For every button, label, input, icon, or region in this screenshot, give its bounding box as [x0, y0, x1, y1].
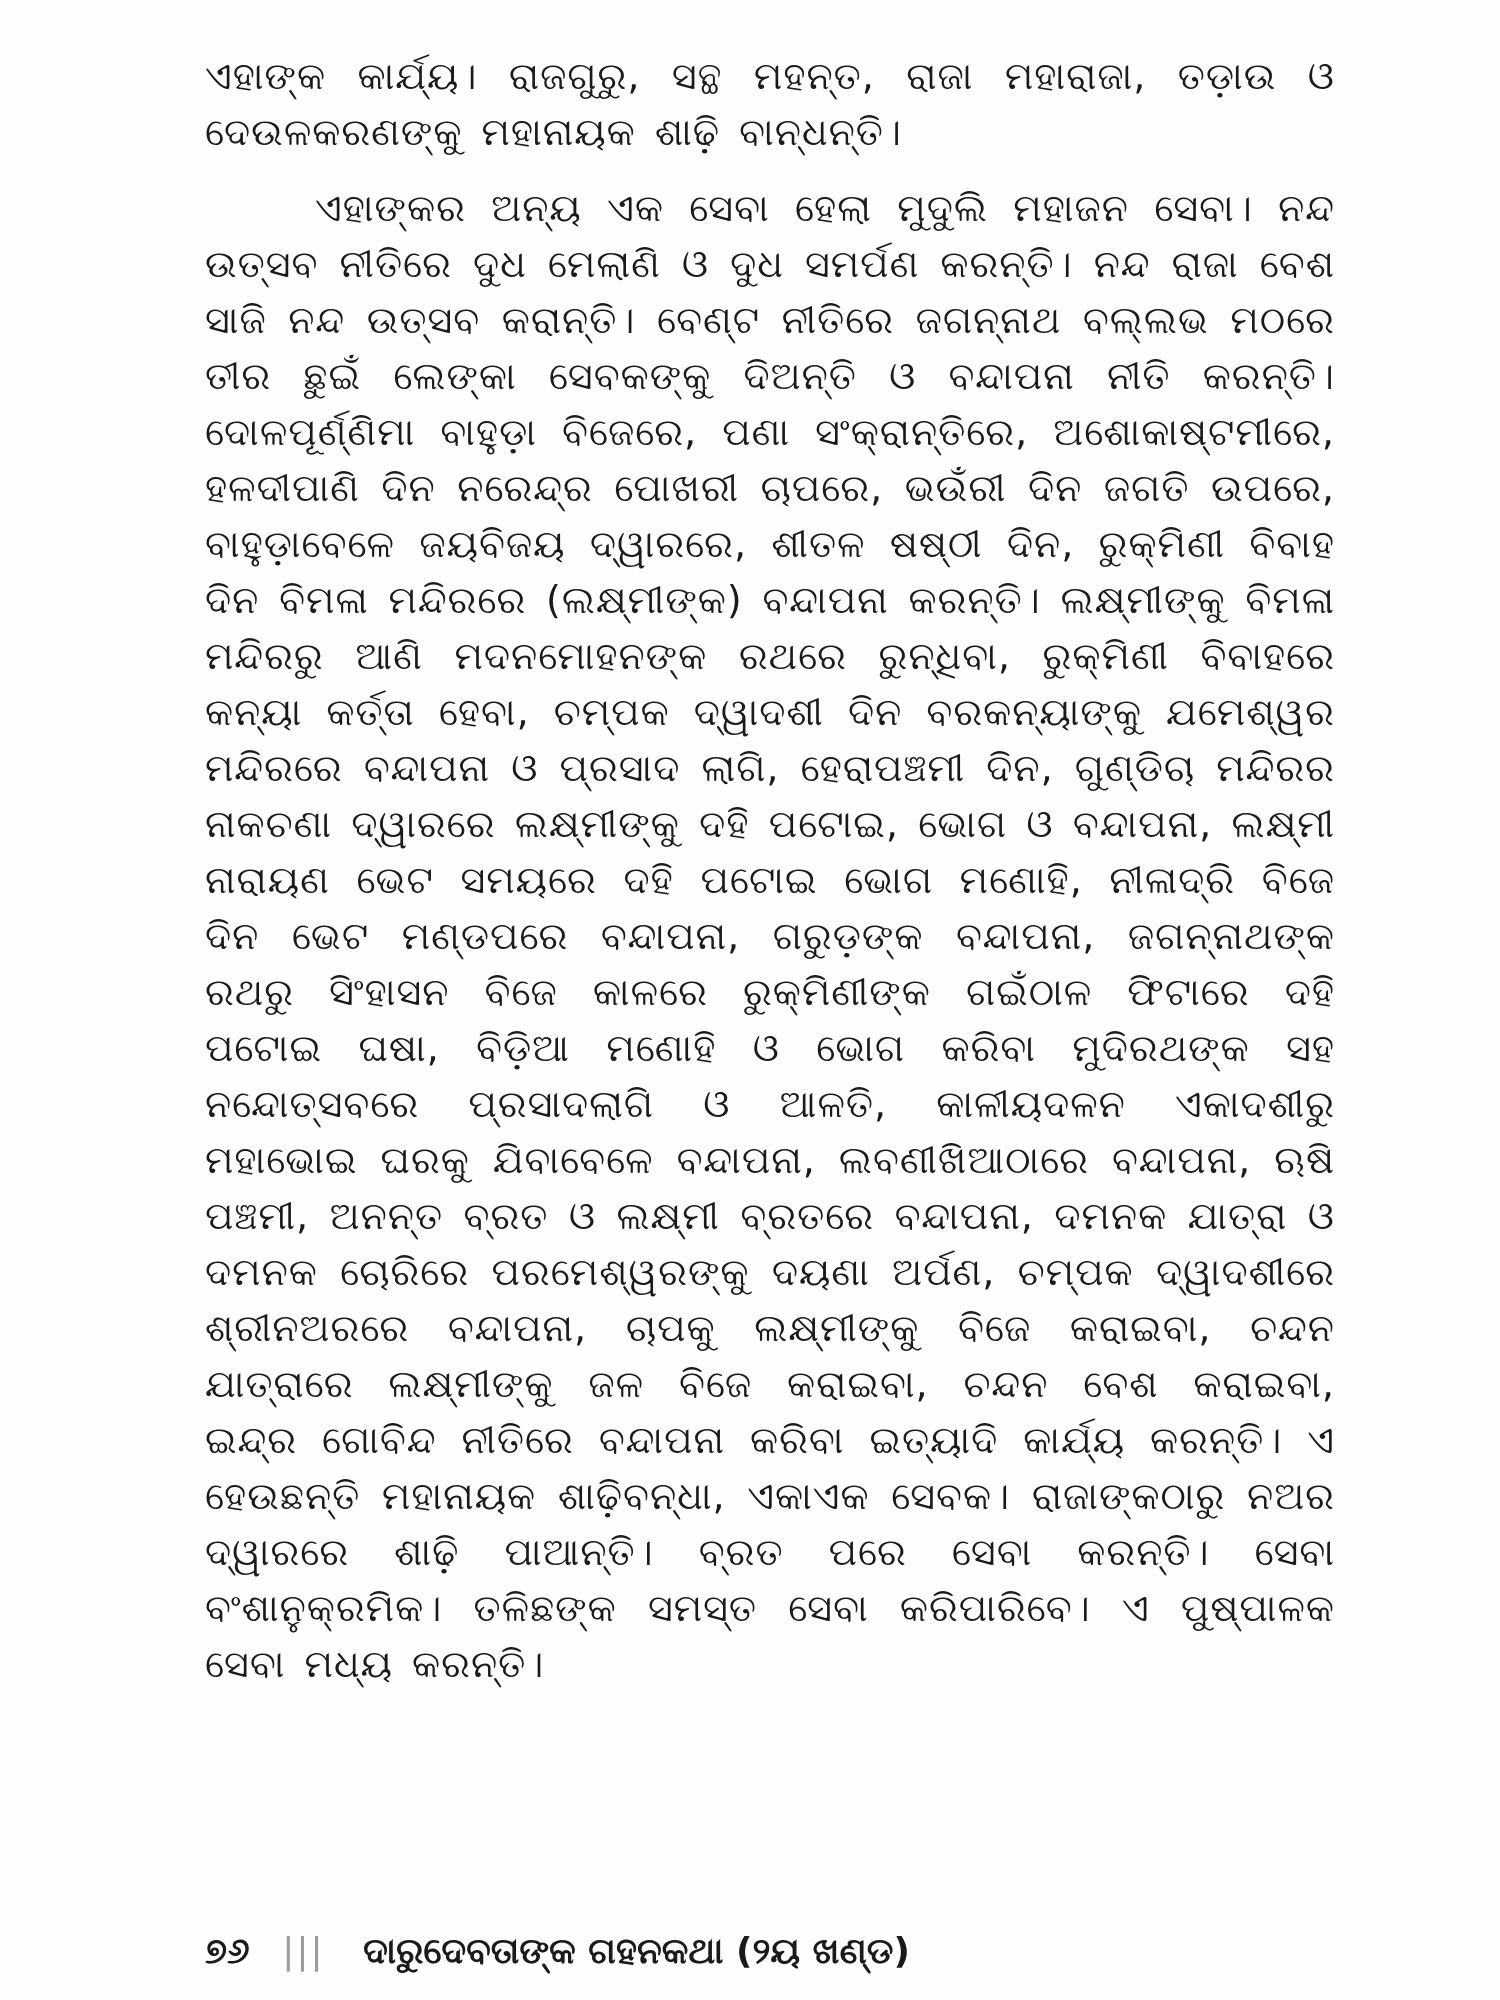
paragraph-mudli-mahajan-seva: ଏହାଙ୍କର ଅନ୍ୟ ଏକ ସେବା ହେଲା ମୁଦୁଲି ମହାଜନ ସେବା। ନନ୍ଦ ଉତ୍ସବ ନୀତିରେ ଦୁଧ ମେଲାଣି ଓ ଦୁଧ ସମର୍ପଣ କରନ୍ତି। ନନ୍ଦ ରାଜା ବେଶ ସାଜି ନନ୍ଦ ଉତ୍ସବ କରାନ୍ତି। ବେଣ୍ଟ ନୀତିରେ ଜଗନ୍ନାଥ ବଲ୍ଲଭ ମଠରେ ତୀର ଛୁଇଁ ଲେଙ୍କା ସେବକଙ୍କୁ ଦିଅନ୍ତି ଓ ବନ୍ଦାପନା ନୀତି କରନ୍ତି। ଦୋଳପୂର୍ଣ୍ଣିମା ବାହୁଡ଼ା ବିଜେରେ, ପଣା ସଂକ୍ରାନ୍ତିରେ, ଅଶୋକାଷ୍ଟମୀରେ, ହଳଦୀପାଣି ଦିନ ନରେନ୍ଦ୍ର ପୋଖରୀ ଚାପରେ, ଭଉଁରୀ ଦିନ ଜଗତି ଉପରେ, ବାହୁଡ଼ାବେଳେ ଜୟବିଜୟ ଦ୍ୱାରରେ, ଶୀତଳ ଷଷ୍ଠୀ ଦିନ, ରୁକ୍ମିଣୀ ବିବାହ ଦିନ ବିମଳା ମନ୍ଦିରରେ (ଲକ୍ଷ୍ମୀଙ୍କ) ବନ୍ଦାପନା କରନ୍ତି। ଲକ୍ଷ୍ମୀଙ୍କୁ ବିମଳା ମନ୍ଦିରରୁ ଆଣି ମଦନମୋହନଙ୍କ ରଥରେ ରୁନ୍ଧିବା, ରୁକ୍ମିଣୀ ବିବାହରେ କନ୍ୟା କର୍ତ୍ତା ହେବା, ଚମ୍ପକ ଦ୍ୱାଦଶୀ ଦିନ ବରକନ୍ୟାଙ୍କୁ ଯମେଶ୍ୱର ମନ୍ଦିରରେ ବନ୍ଦାପନା ଓ ପ୍ରସାଦ ଲାଗି, ହେରାପଞ୍ଚମୀ ଦିନ, ଗୁଣ୍ଡିଚା ମନ୍ଦିରର ନାକଚଣା ଦ୍ୱାରରେ ଲକ୍ଷ୍ମୀଙ୍କୁ ଦହି ପଟୋଇ, ଭୋଗ ଓ ବନ୍ଦାପନା, ଲକ୍ଷ୍ମୀ ନାରାୟଣ ଭେଟ ସମୟରେ ଦହି ପଟୋଇ ଭୋଗ ମଣୋହି, ନୀଳାଦ୍ରି ବିଜେ ଦିନ ଭେଟ ମଣ୍ଡପରେ ବନ୍ଦାପନା, ଗରୁଡ଼ଙ୍କ ବନ୍ଦାପନା, ଜଗନ୍ନାଥଙ୍କ ରଥରୁ ସିଂହାସନ ବିଜେ କାଳରେ ରୁକ୍ମିଣୀଙ୍କ ଗଇଁଠାଳ ଫିଟାରେ ଦହି ପଟୋଇ ଘଷା, ବିଡ଼ିଆ ମଣୋହି ଓ ଭୋଗ କରିବା ମୁଦିରଥଙ୍କ ସହ ନନ୍ଦୋତ୍ସବରେ ପ୍ରସାଦଲାଗି ଓ ଆଳତି, କାଳୀୟଦଳନ ଏକାଦଶୀରୁ ମହାଭୋଇ ଘରକୁ ଯିବାବେଳେ ବନ୍ଦାପନା, ଲବଣୀଖିଆଠାରେ ବନ୍ଦାପନା, ଋଷି ପଞ୍ଚମୀ, ଅନନ୍ତ ବ୍ରତ ଓ ଲକ୍ଷ୍ମୀ ବ୍ରତରେ ବନ୍ଦାପନା, ଦମନକ ଯାତ୍ରା ଓ ଦମନକ ଚୋରିରେ ପରମେଶ୍ୱରଙ୍କୁ ଦୟଣା ଅର୍ପଣ, ଚମ୍ପକ ଦ୍ୱାଦଶୀରେ ଶ୍ରୀନଅରରେ ବନ୍ଦାପନା, ଚାପକୁ ଲକ୍ଷ୍ମୀଙ୍କୁ ବିଜେ କରାଇବା, ଚନ୍ଦନ ଯାତ୍ରାରେ ଲକ୍ଷ୍ମୀଙ୍କୁ ଜଳ ବିଜେ କରାଇବା, ଚନ୍ଦନ ବେଶ କରାଇବା, ଇନ୍ଦ୍ର ଗୋବିନ୍ଦ ନୀତିରେ ବନ୍ଦାପନା କରିବା ଇତ୍ୟାଦି କାର୍ଯ୍ୟ କରନ୍ତି। ଏ ହେଉଛନ୍ତି ମହାନାୟକ ଶାଢ଼ିବନ୍ଧା, ଏକାଏକ ସେବକ। ରାଜାଙ୍କଠାରୁ ନଅର ଦ୍ୱାରରେ ଶାଢ଼ି ପାଆନ୍ତି। ବ୍ରତ ପରେ ସେବା କରନ୍ତି। ସେବା ବଂଶାନୁକ୍ରମିକ। ତଳିଛଙ୍କ ସମସ୍ତ ସେବା କରିପାରିବେ। ଏ ପୁଷ୍ପାଳକ ସେବା ମଧ୍ୟ କରନ୍ତି।: [205, 186, 1335, 1686]
body-text: [205, 48, 1335, 1712]
page-number: ୭୬: [205, 1931, 250, 1972]
page-footer: [205, 1930, 910, 1974]
book-title: ଦାରୁଦେବତାଙ୍କ ଗହନକଥା (୨ୟ ଖଣ୍ଡ): [363, 1931, 910, 1972]
footer-separator: |||: [282, 1931, 325, 1972]
paragraph-continuation: ଏହାଙ୍କ କାର୍ଯ୍ୟ। ରାଜଗୁରୁ, ସନ୍ଥ ମହନ୍ତ, ରାଜା ମହାରାଜା, ତଡ଼ାଉ ଓ ଦେଉଳକରଣଙ୍କୁ ମହାନାୟକ ଶାଢ଼ି ବାନ୍ଧନ୍ତି।: [205, 54, 1335, 154]
